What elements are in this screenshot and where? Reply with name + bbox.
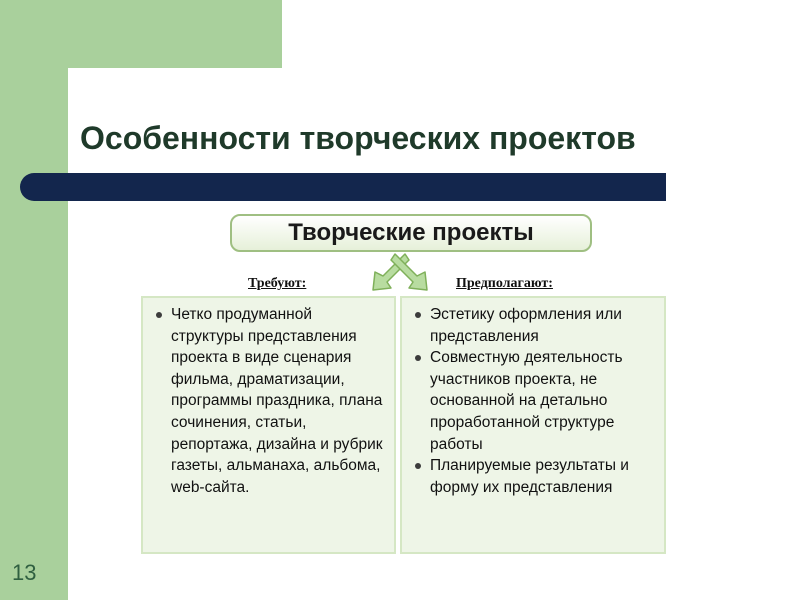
branch-arrows-icon — [369, 252, 431, 292]
header-bar — [20, 173, 666, 201]
list-item: Эстетику оформления или представления — [410, 304, 656, 347]
green-top-band — [0, 0, 282, 68]
list-item: Планируемые результаты и форму их представления — [410, 455, 656, 498]
requires-column — [141, 296, 396, 554]
slide-number: 13 — [12, 560, 37, 585]
list-item: Четко продуманной структуры представления проекта в виде сценария фильма, драматизации, программы праздника, плана сочинения, статьи, репортажа, дизайна и рубрик газеты, альманаха, альбома, web-сайта. — [151, 304, 386, 498]
assumes-label: Предполагают: — [456, 276, 553, 291]
main-concept-box: Творческие проекты — [230, 214, 592, 252]
requires-label: Требуют: — [248, 276, 307, 291]
list-item: Совместную деятельность участников проекта, не основанной на детально проработанной структуре работы — [410, 347, 656, 455]
assumes-column — [400, 296, 666, 554]
slide-title: Особенности творческих проектов — [80, 120, 636, 156]
green-sidebar — [0, 0, 68, 600]
